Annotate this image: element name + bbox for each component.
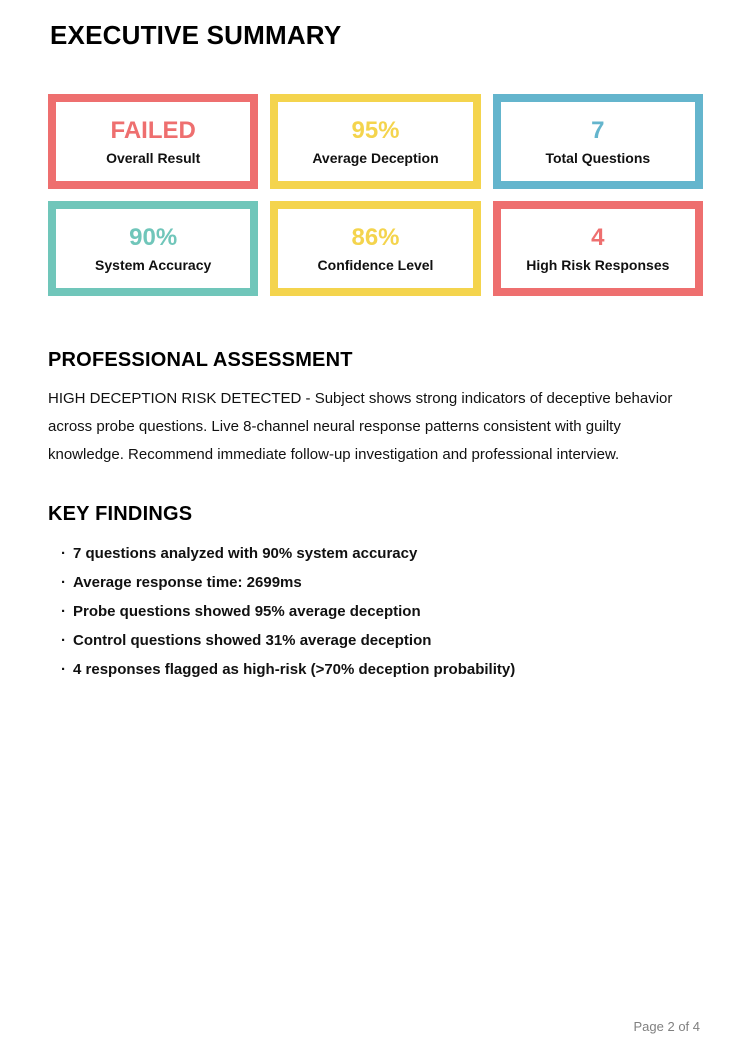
finding-text: Control questions showed 31% average deception xyxy=(73,632,432,649)
finding-text: Probe questions showed 95% average deception xyxy=(73,603,421,620)
finding-item xyxy=(61,574,703,592)
summary-stat-cards xyxy=(48,94,703,296)
finding-item xyxy=(61,632,703,650)
stat-label: System Accuracy xyxy=(95,256,212,273)
page-title: EXECUTIVE SUMMARY xyxy=(50,20,342,50)
bullet-dot: · xyxy=(61,574,66,591)
finding-text: 7 questions analyzed with 90% system accuracy xyxy=(73,545,418,562)
report-page xyxy=(0,20,743,679)
stat-card-average-deception xyxy=(270,94,480,189)
finding-item xyxy=(61,545,703,563)
key-findings-list xyxy=(48,545,703,679)
bullet-dot: · xyxy=(61,545,66,562)
stat-label: Overall Result xyxy=(106,149,201,166)
bullet-dot: · xyxy=(61,661,66,678)
key-findings-heading: KEY FINDINGS xyxy=(48,503,193,525)
bullet-dot: · xyxy=(61,632,66,649)
stat-value: 95% xyxy=(351,116,400,144)
stat-label: Average Deception xyxy=(312,149,439,166)
stat-value: 90% xyxy=(129,223,178,251)
stat-card-system-accuracy xyxy=(48,201,258,296)
stat-card-high-risk-responses xyxy=(493,201,703,296)
stat-card-confidence-level xyxy=(270,201,480,296)
bullet-dot: · xyxy=(61,603,66,620)
stat-value: 4 xyxy=(591,223,605,251)
stat-label: Confidence Level xyxy=(317,256,434,273)
finding-item xyxy=(61,661,703,679)
finding-item xyxy=(61,603,703,621)
stat-card-total-questions xyxy=(493,94,703,189)
stat-value: FAILED xyxy=(110,116,196,144)
stat-label: High Risk Responses xyxy=(526,256,670,273)
stat-value: 7 xyxy=(591,116,605,144)
finding-text: 4 responses flagged as high-risk (>70% deception probability) xyxy=(73,661,516,678)
stat-value: 86% xyxy=(351,223,400,251)
stat-card-overall-result xyxy=(48,94,258,189)
page-number: Page 2 of 4 xyxy=(633,1019,700,1034)
finding-text: Average response time: 2699ms xyxy=(73,574,302,591)
professional-assessment-heading: PROFESSIONAL ASSESSMENT xyxy=(48,349,353,371)
stat-label: Total Questions xyxy=(545,149,651,166)
professional-assessment-body: HIGH DECEPTION RISK DETECTED - Subject shows strong indicators of deceptive behavior across probe questions. Live 8-channel neural response patterns consistent with guilty knowledge. Recommend immediate follow-up investigation and professional interview. xyxy=(48,390,673,463)
